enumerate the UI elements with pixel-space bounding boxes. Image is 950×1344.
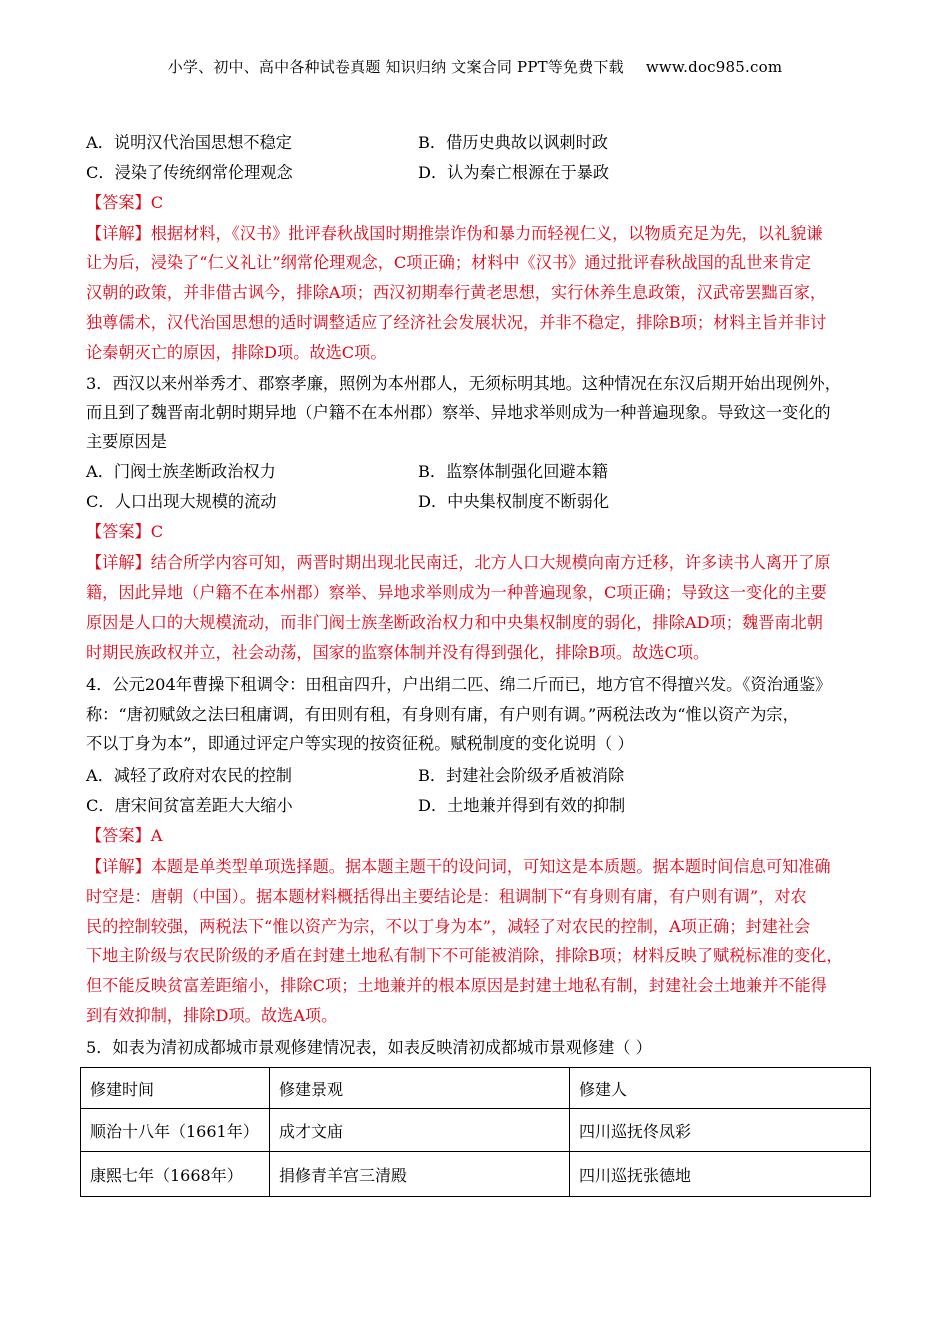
q5-table — [80, 1067, 871, 1197]
table-cell: 康熙七年（1668年） — [81, 1152, 270, 1197]
table-cell: 四川巡抚张德地 — [570, 1152, 871, 1197]
q2-detail-line: 汉朝的政策，并非借古讽今，排除A项；西汉初期奉行黄老思想，实行休养生息政策，汉武帝罢黜百家， — [86, 283, 827, 302]
q3-option-c: C．人口出现大规模的流动 — [86, 492, 277, 511]
table-header-cell: 修建人 — [570, 1068, 871, 1109]
header-url[interactable]: www.doc985.com — [645, 58, 783, 76]
q2-option-d: D．认为秦亡根源在于暴政 — [418, 163, 610, 182]
q2-option-a: A．说明汉代治国思想不稳定 — [86, 133, 292, 152]
q4-answer: 【答案】A — [86, 826, 163, 845]
table-row — [81, 1109, 871, 1152]
q4-option-a: A．减轻了政府对农民的控制 — [86, 766, 292, 785]
q4-option-c: C．唐宋间贫富差距大大缩小 — [86, 796, 293, 815]
q3-option-d: D．中央集权制度不断弱化 — [418, 492, 610, 511]
q4-detail-line: 【详解】本题是单类型单项选择题。据本题主题干的设问词，可知这是本质题。据本题时间信息可知准确 — [86, 857, 831, 876]
q4-option-b: B．封建社会阶级矛盾被消除 — [418, 766, 625, 785]
table-header-cell: 修建景观 — [270, 1068, 570, 1109]
table-header-cell: 修建时间 — [81, 1068, 270, 1109]
table-header-row — [81, 1068, 871, 1109]
page-header — [0, 56, 950, 77]
table-cell: 顺治十八年（1661年） — [81, 1109, 270, 1152]
q4-detail-line: 但不能反映贫富差距缩小，排除C项；土地兼并的根本原因是封建土地私有制，封建社会土地兼并不能得 — [86, 976, 827, 995]
q3-answer: 【答案】C — [86, 522, 164, 541]
q4-detail-line: 民的控制较强，两税法下“惟以资产为宗，不以丁身为本”，减轻了对农民的控制，A项正确；封建社会 — [86, 917, 811, 936]
q3-option-a: A．门阀士族垄断政治权力 — [86, 462, 276, 481]
table-cell: 捐修青羊宫三清殿 — [270, 1152, 570, 1197]
q3-option-b: B．监察体制强化回避本籍 — [418, 462, 608, 481]
q2-detail-line: 论秦朝灭亡的原因，排除D项。故选C项。 — [86, 343, 387, 362]
q4-detail-line: 时空是：唐朝（中国）。据本题材料概括得出主要结论是：租调制下“有身则有庸，有户则有调”，对农 — [86, 887, 807, 906]
q3-stem-line: 主要原因是 — [86, 432, 167, 451]
q3-detail-line: 原因是人口的大规模流动，而非门阀士族垄断政治权力和中央集权制度的弱化，排除AD项；魏晋南北朝 — [86, 613, 823, 632]
q2-option-b: B．借历史典故以讽刺时政 — [418, 133, 608, 152]
q3-detail-line: 时期民族政权并立，社会动荡，国家的监察体制并没有得到强化，排除B项。故选C项。 — [86, 643, 710, 662]
q3-detail-line: 【详解】结合所学内容可知，两晋时期出现北民南迁，北方人口大规模向南方迁移，许多读书人离开了原 — [86, 553, 831, 572]
header-text: 小学、初中、高中各种试卷真题 知识归纳 文案合同 PPT等免费下载 — [167, 58, 624, 76]
q2-detail-line: 【详解】根据材料，《汉书》批评春秋战国时期推崇诈伪和暴力而轻视仁义，以物质充足为先，以礼貌谦 — [86, 224, 823, 243]
table-row — [81, 1152, 871, 1197]
q2-option-c: C．浸染了传统纲常伦理观念 — [86, 163, 293, 182]
q4-detail-line: 到有效抑制，排除D项。故选A项。 — [86, 1006, 338, 1025]
q4-stem-line: 不以丁身为本”，即通过评定户等实现的按资征税。赋税制度的变化说明（ ） — [86, 734, 634, 753]
table-cell: 四川巡抚佟凤彩 — [570, 1109, 871, 1152]
q4-detail-line: 下地主阶级与农民阶级的矛盾在封建土地私有制下不可能被消除，排除B项；材料反映了赋税标准的变化， — [86, 946, 843, 965]
q2-detail-line: 独尊儒术，汉代治国思想的适时调整适应了经济社会发展状况，并非不稳定，排除B项；材料主旨并非讨 — [86, 313, 827, 332]
q5-stem: 5．如表为清初成都城市景观修建情况表，如表反映清初成都城市景观修建（ ） — [86, 1038, 652, 1057]
q4-stem-line: 4．公元204年曹操下租调令：田租亩四升，户出绢二匹、绵二斤而已，地方官不得擅兴发。《资治通鉴》 — [86, 675, 832, 694]
q3-stem-line: 而且到了魏晋南北朝时期异地（户籍不在本州郡）察举、异地求举则成为一种普遍现象。导致这一变化的 — [86, 403, 831, 422]
table-cell: 成才文庙 — [270, 1109, 570, 1152]
q2-detail-line: 让为后，浸染了“仁义礼让”纲常伦理观念，C项正确；材料中《汉书》通过批评春秋战国的乱世来肯定 — [86, 253, 811, 272]
q2-answer: 【答案】C — [86, 193, 164, 212]
q3-detail-line: 籍，因此异地（户籍不在本州郡）察举、异地求举则成为一种普遍现象，C项正确；导致这一变化的主要 — [86, 583, 827, 602]
q4-option-d: D．土地兼并得到有效的抑制 — [418, 796, 626, 815]
q4-stem-line: 称：“唐初赋敛之法曰租庸调，有田则有租，有身则有庸，有户则有调。”两税法改为“惟以资产为宗， — [86, 705, 799, 724]
q3-stem-line: 3．西汉以来州举秀才、郡察孝廉，照例为本州郡人，无须标明其地。这种情况在东汉后期开始出现例外， — [86, 374, 841, 393]
